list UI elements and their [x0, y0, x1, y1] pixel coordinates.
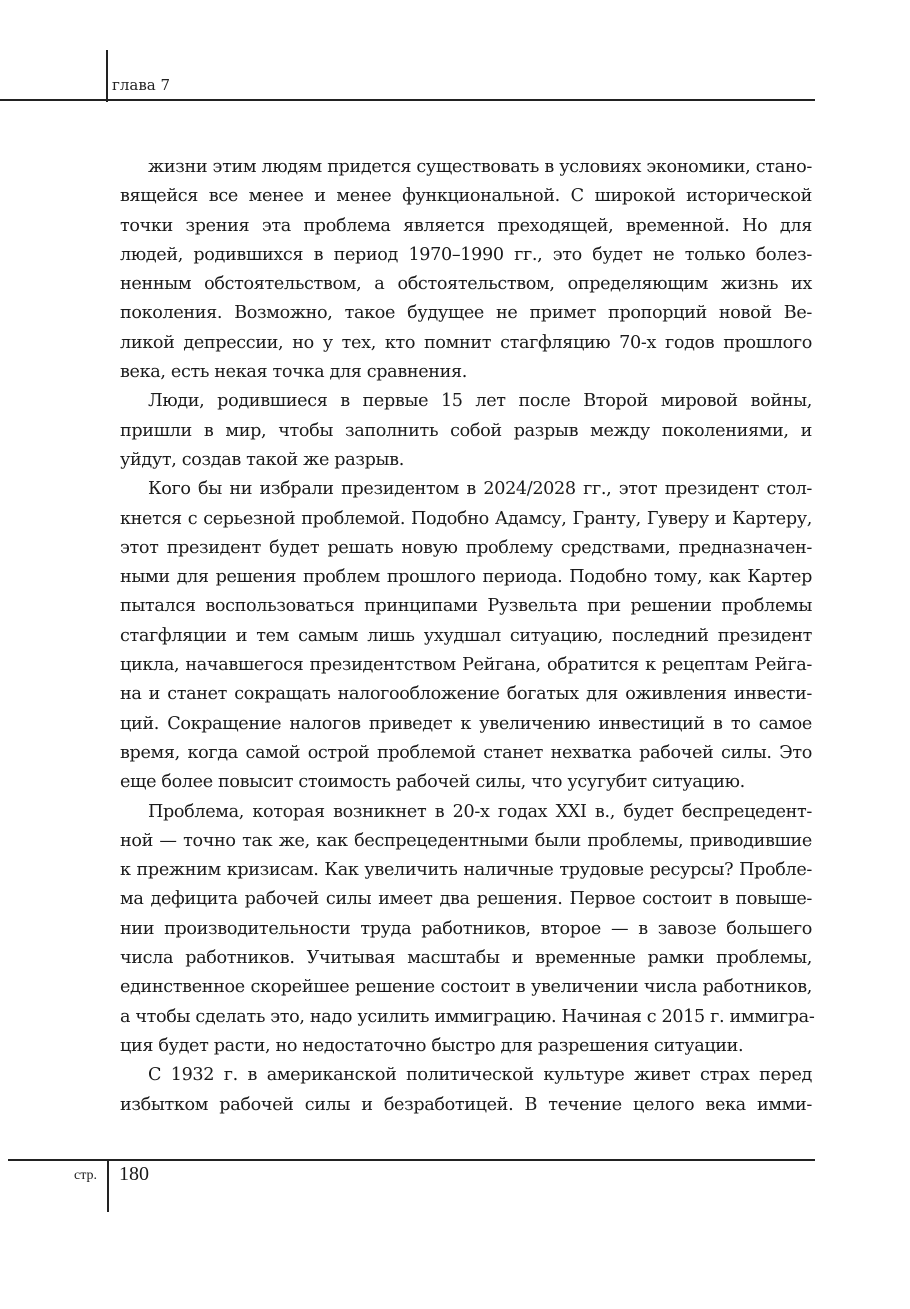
- text-line: ными для решения проблем прошлого периода. Подобно тому, как Картер: [120, 567, 812, 588]
- text-line: ной — точно так же, как беспрецедентными были проблемы, приводившие: [120, 830, 812, 851]
- text-line: еще более повысит стоимость рабочей силы, что усугубит ситуацию.: [120, 772, 745, 793]
- body-text: [120, 153, 815, 1120]
- text-line: цикла, начавшегося президентством Рейгана, обратится к рецептам Рейга-: [120, 655, 812, 676]
- paragraph: [120, 387, 812, 475]
- text-line: уйдут, создав такой же разрыв.: [120, 449, 404, 470]
- text-line: поколения. Возможно, такое будущее не примет пропорций новой Ве-: [120, 303, 812, 324]
- page-label: стр.: [74, 1168, 98, 1183]
- text-line: а чтобы сделать это, надо усилить иммиграцию. Начиная с 2015 г. иммигра-: [120, 1006, 815, 1027]
- text-line: к прежним кризисам. Как увеличить наличные трудовые ресурсы? Пробле-: [120, 860, 812, 881]
- text-line: ма дефицита рабочей силы имеет два решения. Первое состоит в повыше-: [120, 889, 812, 910]
- paragraph: [120, 153, 812, 387]
- page-number: 180: [119, 1163, 149, 1185]
- text-line: пришли в мир, чтобы заполнить собой разрыв между поколениями, и: [120, 420, 812, 441]
- text-line: жизни этим людям придется существовать в условиях экономики, стано-: [148, 157, 812, 177]
- text-line: Проблема, которая возникнет в 20-х годах XXI в., будет беспрецедент-: [148, 801, 812, 822]
- text-line: точки зрения эта проблема является преходящей, временной. Но для: [120, 215, 812, 236]
- text-line: Кого бы ни избрали президентом в 2024/2028 гг., этот президент стол-: [148, 479, 812, 500]
- text-line: числа работников. Учитывая масштабы и временные рамки проблемы,: [120, 948, 812, 969]
- text-line: С 1932 г. в американской политической культуре живет страх перед: [148, 1065, 812, 1086]
- text-line: нии производительности труда работников, второе — в завозе большего: [120, 918, 812, 939]
- text-line: время, когда самой острой проблемой станет нехватка рабочей силы. Это: [120, 742, 812, 763]
- header-rule: [0, 99, 815, 101]
- text-line: единственное скорейшее решение состоит в увеличении числа работников,: [120, 977, 812, 998]
- text-line: века, есть некая точка для сравнения.: [120, 362, 468, 383]
- text-line: избытком рабочей силы и безработицей. В течение целого века имми-: [120, 1094, 812, 1115]
- text-line: ция будет расти, но недостаточно быстро для разрешения ситуации.: [120, 1035, 744, 1056]
- text-line: этот президент будет решать новую проблему средствами, предназначен-: [120, 537, 812, 558]
- header-vertical-rule: [106, 50, 108, 102]
- text-line: пытался воспользоваться принципами Рузвельта при решении проблемы: [120, 596, 812, 617]
- footer-rule: [8, 1159, 815, 1161]
- text-line: ненным обстоятельством, а обстоятельством, определяющим жизнь их: [120, 274, 812, 295]
- text-line: ликой депрессии, но у тех, кто помнит стагфляцию 70-х годов прошлого: [120, 332, 812, 353]
- text-line: вящейся все менее и менее функциональной. С широкой исторической: [120, 186, 812, 207]
- paragraph: [120, 798, 815, 1062]
- text-line: кнется с серьезной проблемой. Подобно Адамсу, Гранту, Гуверу и Картеру,: [120, 508, 812, 529]
- text-line: на и станет сокращать налогообложение богатых для оживления инвести-: [120, 684, 812, 705]
- text-line: Люди, родившиеся в первые 15 лет после Второй мировой войны,: [148, 391, 812, 412]
- text-line: людей, родившихся в период 1970–1990 гг., это будет не только болез-: [120, 244, 812, 265]
- paragraph: [120, 1061, 812, 1120]
- footer-vertical-rule: [107, 1160, 109, 1212]
- text-line: ций. Сокращение налогов приведет к увеличению инвестиций в то самое: [120, 713, 812, 734]
- text-line: стагфляции и тем самым лишь ухудшал ситуацию, последний президент: [120, 625, 812, 646]
- running-head: глава 7: [112, 76, 171, 94]
- paragraph: [120, 475, 812, 797]
